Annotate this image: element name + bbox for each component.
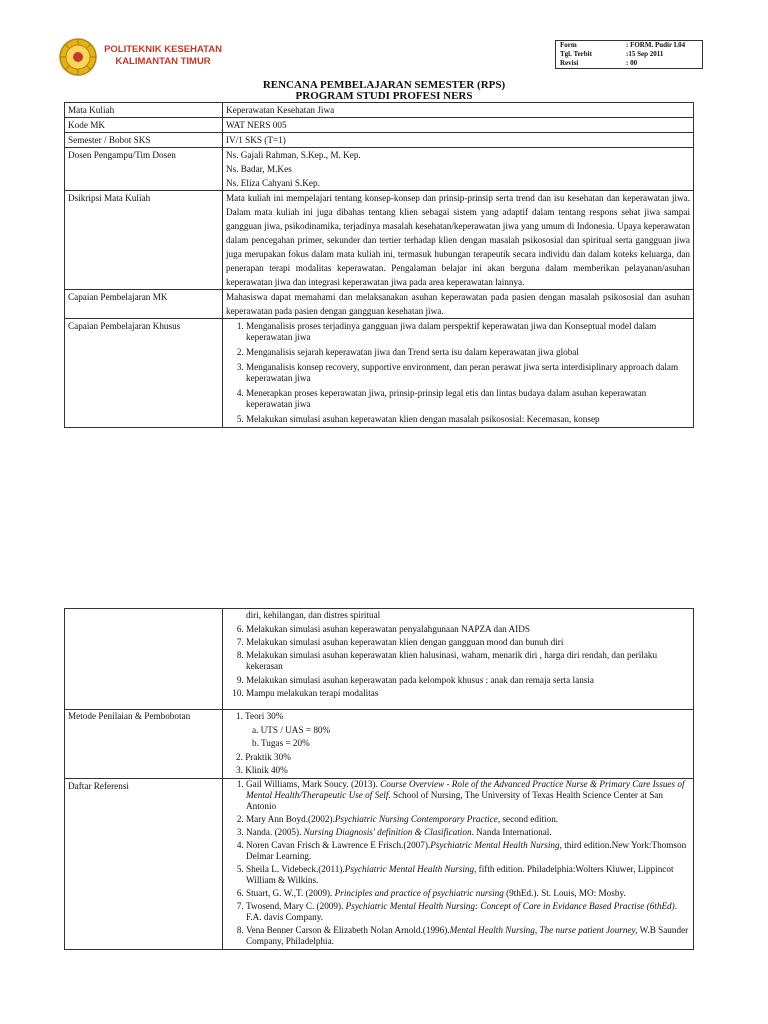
table-row xyxy=(65,710,694,779)
row-label: Daftar Referensi xyxy=(65,778,223,949)
form-row: Tgl. Terbit :15 Sep 2011 xyxy=(560,50,664,58)
course-description: Mata kuliah ini mempelajari tentang konsep-konsep dan prinsip-prinsip serta trend dan isu kesehatan dan keperawatan jiwa. Dalam mata kuliah ini juga dibahas tentang klien sebagai sistem yang adaptif dalam tentang respons sehat jiwa sampai gangguan jiwa, psikodinamika, terjadinya masalah kesehatan/keperawatan jiwa yang umum di Indonesia. Upaya keperawatan dalam pencegahan primer, sekunder dan tertier terhadap klien dengan masalah psikososial dan spiritual serta gangguan jiwa juga merupakan fokus dalam mata kuliah ini, termasuk hubungan terapeutik secara individu dan dalam koteks keluarga, dan penerapan terapi modalitas keperawatan. Pengalaman belajar ini akan berguna dalam memberikan pelayanan/asuhan keperawatan jiwa dan integrasi keperawatan jiwa pada area keperawatan lainnya. xyxy=(223,191,694,290)
evaluation-weights xyxy=(223,710,694,779)
weight-line: a. UTS / UAS = 80% xyxy=(252,724,331,735)
institution-name: POLITEKNIK KESEHATAN KALIMANTAN TIMUR xyxy=(104,44,222,67)
row-label: Dsikripsi Mata Kuliah xyxy=(65,191,223,290)
list-item: 9. Melakukan simulasi asuhan keperawatan pada kelompok khusus : anak dan remaja serta lansia xyxy=(246,675,690,686)
outcome-list xyxy=(226,319,690,425)
list-item: 1. Menganalisis proses terjadinya gangguan jiwa dalam perspektif keperawatan jiwa dan Konseptual model dalam keperawatan jiwa xyxy=(246,319,690,343)
list-item: 3. Menganalisis konsep recovery, supportive environment, dan peran perawat jiwa serta interdisiplinary approach dalam keperawatan jiwa xyxy=(246,360,690,384)
reference-item: 7. Twosend, Mary C. (2009). Psychiatric Mental Health Nursing: Concept of Care in Evidance Based Practise (6thEd). F.A. davis Company. xyxy=(246,901,690,923)
table-row xyxy=(65,609,694,710)
row-label-empty xyxy=(65,609,223,710)
form-info-box xyxy=(555,40,703,69)
lecturer-list xyxy=(223,148,694,191)
table-row xyxy=(65,118,694,133)
row-label: Mata Kuliah xyxy=(65,103,223,118)
row-label: Dosen Pengampu/Tim Dosen xyxy=(65,148,223,191)
list-item: 8. Melakukan simulasi asuhan keperawatan klien halusinasi, waham, menarik diri , harga diri rendah, dan perilaku kekerasan xyxy=(246,650,690,672)
outcome-list xyxy=(226,621,690,699)
weight-line: 3. Klinik 40% xyxy=(236,765,288,775)
row-value: Keperawatan Kesehatan Jiwa xyxy=(223,103,694,118)
list-item: 6. Melakukan simulasi asuhan keperawatan penyalahgunaan NAPZA dan AIDS xyxy=(246,624,690,635)
reference-list xyxy=(226,779,690,947)
rps-table-bottom xyxy=(64,608,694,950)
table-row xyxy=(65,191,694,290)
weight-line: b. Tugas = 20% xyxy=(252,738,310,748)
table-row xyxy=(65,290,694,319)
list-item: 5. Melakukan simulasi asuhan keperawatan klien dengan masalah psikososial: Kecemasan, konsep xyxy=(246,412,690,425)
reference-item: 8. Vena Benner Carson & Elizabeth Nolan Arnold.(1996).Mental Health Nursing, The nurse patient Journey, W.B Saunder Company, Philadelphia. xyxy=(246,925,690,947)
document-subtitle: PROGRAM STUDI PROFESI NERS xyxy=(295,90,473,102)
document-title: RENCANA PEMBELAJARAN SEMESTER (RPS) xyxy=(262,79,506,91)
row-label: Capaian Pembelajaran MK xyxy=(65,290,223,319)
weight-line: 1. Teori 30% xyxy=(236,711,284,721)
reference-item: 5. Sheila L. Videbeck.(2011).Psychiatric Mental Health Nursing, fifth edition. Philadelphia:Wolters Kluwer, Lippincot William & Wilkins. xyxy=(246,864,690,886)
row-label: Kode MK xyxy=(65,118,223,133)
list-item: 4. Menerapkan proses keperawatan jiwa, prinsip-prinsip legal etis dan lintas budaya dalam asuhan keperawatan keperawatan jiwa xyxy=(246,386,690,410)
list-item: 10. Mampu melakukan terapi modalitas xyxy=(246,688,690,699)
rps-table-top xyxy=(64,102,694,428)
reference-item: 3. Nanda. (2005). Nursing Diagnosis' definition & Clasification. Nanda International. xyxy=(246,827,690,838)
list-item: 2. Menganalisis sejarah keperawatan jiwa dan Trend serta isu dalam keperawatan jiwa global xyxy=(246,345,690,358)
weight-line: 2. Praktik 30% xyxy=(236,751,291,762)
table-row xyxy=(65,148,694,191)
form-row: Form : FORM. Pudir I.04 xyxy=(560,41,686,49)
polkesma-logo-icon xyxy=(58,37,98,77)
reference-item: 6. Stuart, G. W.,T. (2009). Principles and practice of psychiatric nursing (9thEd.). St. Louis, MO: Mosby. xyxy=(246,888,690,899)
row-value: IV/1 SKS (T=1) xyxy=(223,133,694,148)
specific-outcomes-continued xyxy=(223,609,694,710)
reference-item: 4. Noren Cavan Frisch & Lawrence E Frisch.(2007).Psychiatric Mental Health Nursing, third edition.New York:Thomson Delmar Learning. xyxy=(246,840,690,862)
list-item-continuation: diri, kehilangan, dan distres spiritual xyxy=(246,610,381,620)
lecturer-name: Ns. Badar, M.Kes xyxy=(226,164,292,174)
reference-item: 2. Mary Ann Boyd.(2002).Psychiatric Nursing Contemporary Practice, second edition. xyxy=(246,814,690,825)
list-item: 7. Melakukan simulasi asuhan keperawatan klien dengan gangguan mood dan bunuh diri xyxy=(246,637,690,648)
row-label: Capaian Pembelajaran Khusus xyxy=(65,319,223,428)
table-row xyxy=(65,778,694,949)
lecturer-name: Ns. Eliza Cahyani S.Kep. xyxy=(226,178,320,188)
row-label: Semester / Bobot SKS xyxy=(65,133,223,148)
specific-outcomes xyxy=(223,319,694,428)
row-label: Metode Penilaian & Pembobotan xyxy=(65,710,223,779)
reference-list-cell xyxy=(223,778,694,949)
reference-item: 1. Gail Williams, Mark Soucy. (2013). Course Overview - Role of the Advanced Practice Nurse & Primary Care Issues of Mental Health/Therapeutic Use of Self. School of Nursing, The University of Texas Health Science Center at San Antonio xyxy=(246,779,690,812)
table-row xyxy=(65,319,694,428)
table-row xyxy=(65,103,694,118)
form-row: Revisi : 00 xyxy=(560,59,638,67)
course-outcome: Mahasiswa dapat memahami dan melaksanakan asuhan keperawatan pada pasien dengan masalah psikososial dan asuhan keperawatan pada pasien dengan gangguan kesehatan jiwa. xyxy=(223,290,694,319)
table-row xyxy=(65,133,694,148)
lecturer-name: Ns. Gajali Rahman, S.Kep., M. Kep. xyxy=(226,150,361,160)
row-value: WAT NERS 005 xyxy=(223,118,694,133)
